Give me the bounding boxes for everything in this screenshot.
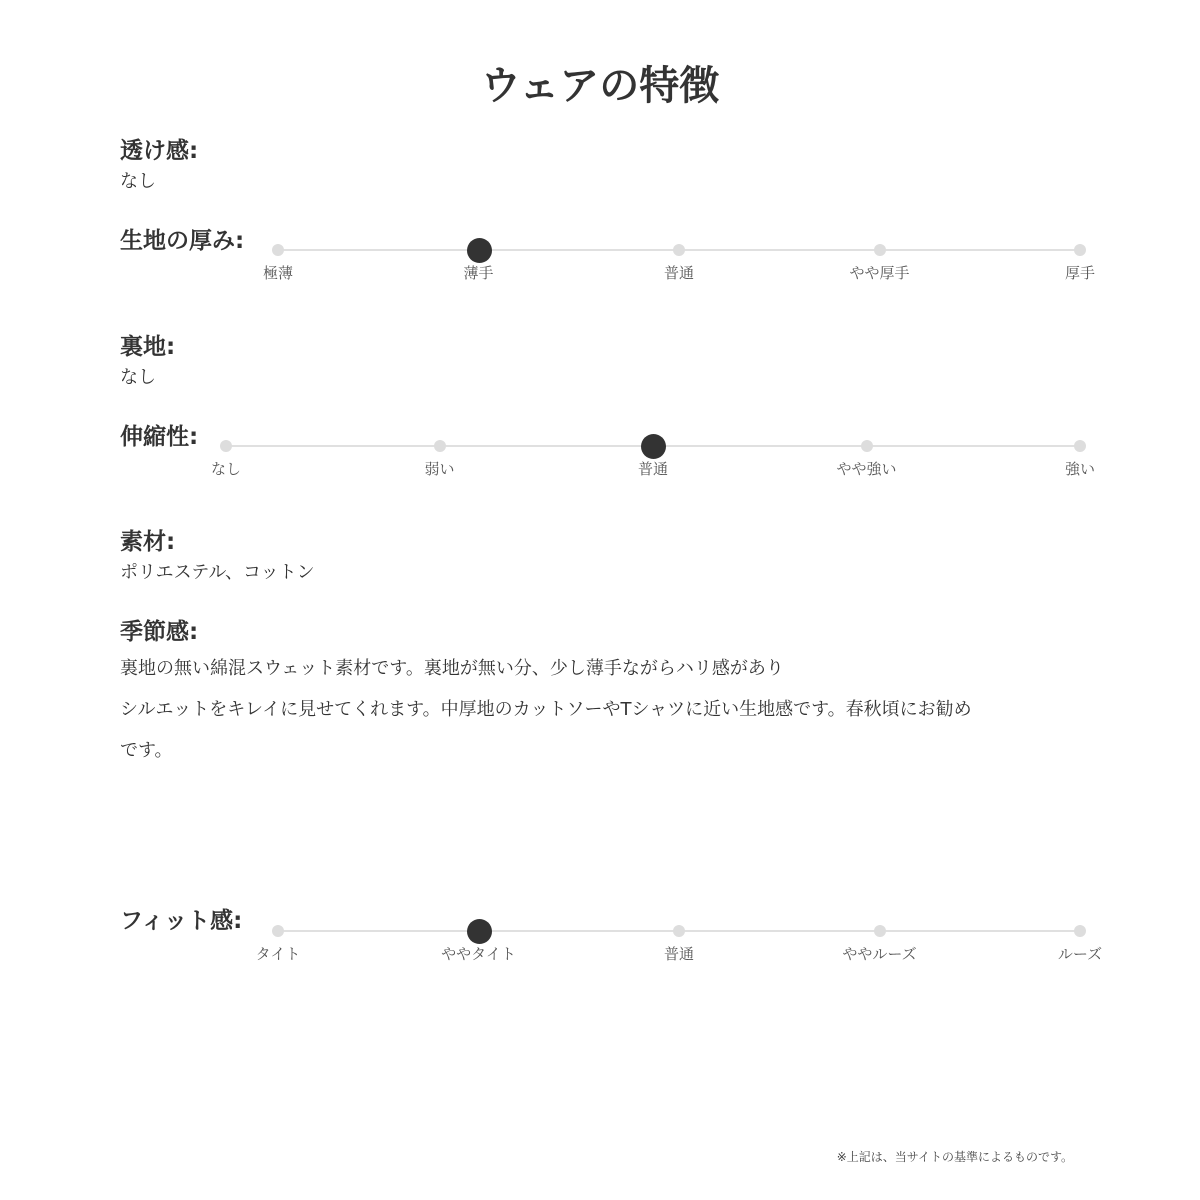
thickness-dot xyxy=(673,244,685,256)
thickness-option-label: 普通 xyxy=(663,264,695,282)
stretch-selected-dot xyxy=(641,434,666,459)
season-label: 季節感: xyxy=(120,619,199,645)
season-description-line: です。 xyxy=(120,740,173,761)
season-description-line: シルエットをキレイに見せてくれます。中厚地のカットソーやTシャツに近い生地感です。春秋頃にお勧め xyxy=(120,699,972,720)
fit-option-label: ややルーズ xyxy=(842,945,917,963)
thickness-option-label: やや厚手 xyxy=(849,264,910,282)
season-description-line: 裏地の無い綿混スウェット素材です。裏地が無い分、少し薄手ながらハリ感があり xyxy=(120,658,784,679)
stretch-dot xyxy=(434,440,446,452)
fit-dot xyxy=(272,925,284,937)
fit-selected-dot xyxy=(467,919,492,944)
fit-label: フィット感: xyxy=(120,908,243,934)
thickness-option-label: 厚手 xyxy=(1064,264,1096,282)
material-label: 素材: xyxy=(120,529,176,555)
thickness-option-label: 薄手 xyxy=(463,264,494,282)
thickness-dot xyxy=(272,244,284,256)
lining-label: 裏地: xyxy=(120,334,176,360)
lining-value: なし xyxy=(120,367,156,388)
fit-option-label: 普通 xyxy=(663,945,695,963)
thickness-option-label: 極薄 xyxy=(262,264,294,282)
stretch-dot xyxy=(1074,440,1086,452)
fit-option-label: ややタイト xyxy=(441,945,516,963)
thickness-dot xyxy=(874,244,886,256)
fit-dot xyxy=(673,925,685,937)
season-description xyxy=(120,648,1100,771)
thickness-label: 生地の厚み: xyxy=(120,228,245,254)
stretch-option-label: 普通 xyxy=(637,460,669,478)
fit-option-label: タイト xyxy=(255,945,301,963)
stretch-label: 伸縮性: xyxy=(120,424,199,450)
fit-dot xyxy=(874,925,886,937)
stretch-scale xyxy=(210,437,1096,478)
transparency-value: なし xyxy=(120,171,156,192)
material-value: ポリエステル、コットン xyxy=(120,562,315,583)
transparency-label: 透け感: xyxy=(120,138,199,164)
stretch-dot xyxy=(220,440,232,452)
fit-option-label: ルーズ xyxy=(1057,945,1103,963)
stretch-option-label: なし xyxy=(210,460,242,478)
fit-scale xyxy=(255,922,1103,963)
thickness-dot xyxy=(1074,244,1086,256)
thickness-scale xyxy=(262,241,1096,282)
stretch-option-label: やや強い xyxy=(836,460,897,478)
footnote: ※上記は、当サイトの基準によるものです。 xyxy=(836,1150,1073,1164)
fit-dot xyxy=(1074,925,1086,937)
stretch-option-label: 強い xyxy=(1064,460,1096,478)
page-title: ウェアの特徴 xyxy=(480,63,720,109)
stretch-option-label: 弱い xyxy=(424,460,455,478)
thickness-selected-dot xyxy=(467,238,492,263)
stretch-dot xyxy=(861,440,873,452)
